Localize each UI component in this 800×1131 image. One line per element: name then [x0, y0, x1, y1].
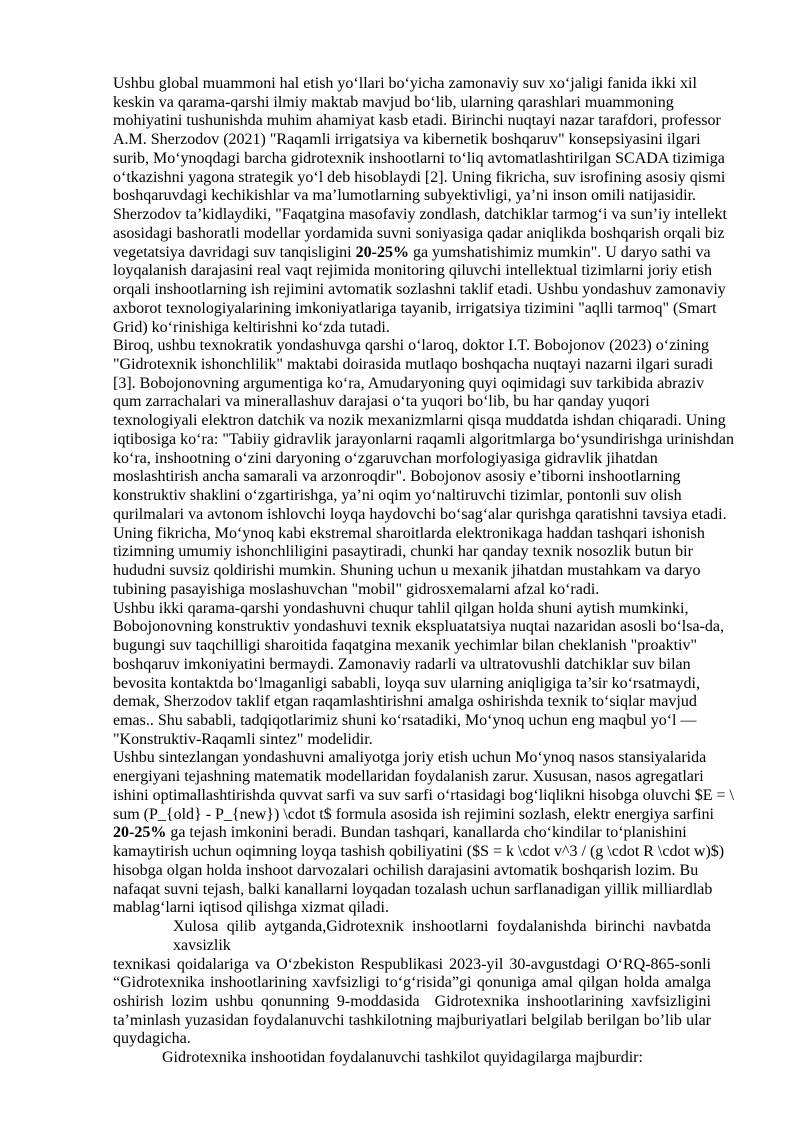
text-run: Ushbu ikki qarama-qarshi yondashuvni chuqur tahlil qilgan holda shuni aytish mumkinki,	[113, 599, 689, 617]
text-run: qurilmalari va avtonom ishlovchi loyqa haydovchi bo‘sag‘alar qurishga qaratishni tavsiya etadi.	[113, 505, 727, 523]
text-run: tizimning umumiy ishonchliligini pasaytiradi, chunki har qanday texnik nosozlik butun bir	[113, 543, 693, 561]
text-line	[113, 94, 711, 113]
text-line	[113, 1049, 711, 1068]
text-line	[113, 75, 711, 94]
text-line	[113, 805, 714, 825]
text-run: "Konstruktiv-Raqamli sintez" modelidir.	[113, 730, 373, 748]
text-line	[113, 1030, 711, 1049]
text-run: keskin va qarama-qarshi ilmiy maktab mavjud bo‘lib, ularning qarashlari muammoning	[113, 93, 674, 111]
text-line	[113, 487, 711, 506]
text-run: ko‘ra, inshootning o‘zini daryoning o‘zgaruvchan morfologiyasiga gidravlik jihatdan	[113, 449, 658, 467]
text-line	[113, 731, 711, 750]
text-line	[113, 337, 711, 356]
text-run: tubining pasayishiga moslashuvchan "mobil" gidrosxemalarni afzal ko‘radi.	[113, 580, 600, 598]
text-run: iqtibosiga ko‘ra: "Tabiiy gidravlik jarayonlarni raqamli algoritmlarga bo‘ysundirishga urinishdan	[113, 430, 734, 448]
text-run: o‘tkazishni yagona strategik yo‘l deb hisoblaydi [2]. Uning fikricha, suv isrofining asosiy qismi	[113, 168, 726, 186]
text-run: energiyani tejashning matematik modellaridan foydalanish zarur. Xususan, nasos agregatlari	[113, 768, 704, 786]
text-line	[113, 843, 725, 862]
paragraph-3	[113, 337, 734, 599]
text-run: emas.. Shu sababli, tadqiqotlarimiz shuni ko‘rsatadiki, Mo‘ynoq uchun eng maqbul yo‘l —	[113, 711, 697, 729]
text-run: quydagicha.	[113, 1030, 191, 1048]
text-run: mablag‘larni iqtisod qilishga xizmat qiladi.	[113, 899, 389, 917]
text-run: qum zarrachalari va minerallashuv darajasi o‘ta yuqori bo‘lib, bu har qanday yuqori	[113, 393, 650, 411]
text-line	[113, 281, 726, 300]
paragraph-6	[113, 918, 711, 1049]
text-line	[113, 430, 734, 450]
text-run: sum (P_{old} - P_{new}) \cdot t$ formula asosida ish rejimini sozlash, elektr energiya sarfini	[113, 805, 714, 823]
text-run: moslashtirish ancha samarali va arzonroqdir". Bobojonov asosiy e’tiborni inshootlarning	[113, 468, 681, 486]
text-run: asosidagi bashoratli modellar yordamida suvni soniyasiga qadar aniqlikda boshqarish orqali biz	[113, 224, 725, 242]
bold-text-run: 20-25%	[113, 824, 167, 842]
text-line	[113, 862, 711, 881]
text-run: [3]. Bobojonovning argumentiga ko‘ra, Amudaryoning quyi oqimidagi suv tarkibida abraziv	[113, 374, 705, 392]
text-run: Biroq, ushbu texnokratik yondashuvga qarshi o‘laroq, doktor I.T. Bobojonov (2023) o‘zining	[113, 337, 710, 355]
bold-text-run: 20-25%	[355, 243, 409, 261]
text-line	[113, 712, 711, 731]
text-line	[113, 918, 711, 955]
text-line	[113, 656, 711, 675]
text-line	[113, 505, 727, 525]
paragraph-4	[113, 599, 725, 750]
text-line	[113, 600, 711, 619]
text-line	[113, 319, 711, 338]
text-line	[113, 881, 711, 900]
text-run: Sherzodov ta’kidlaydiki, "Faqatgina masofaviy zondlash, datchiklar tarmog‘i va sun’iy intellekt	[113, 206, 727, 224]
text-run: texnikasi qoidalariga va O‘zbekiston Respublikasi 2023-yil 30-avgustdagi O‘RQ-865-sonli	[113, 955, 711, 973]
text-run: hisobga olgan holda inshoot darvozalari ochilish darajasini avtomatik boshqarish lozim. Bu	[113, 861, 699, 879]
text-line	[113, 450, 711, 469]
text-run: surib, Mo‘ynoqdagi barcha gidrotexnik inshootlarni to‘liq avtomatlashtirilgan SCADA tizimiga	[113, 149, 725, 167]
text-line	[113, 206, 727, 225]
text-line	[113, 262, 711, 281]
text-run: ta’minlash yuzasidan foydalanuvchi tashkilotning majburiyatlari belgilab berilgan bo’lib ular	[113, 1011, 711, 1029]
document-text-block	[113, 75, 734, 1068]
text-run: “Gidrotexnika inshootlarining xavfsizligi to‘g‘risida”gi qonuniga amal qilgan holda amalga	[113, 974, 711, 992]
text-line	[113, 974, 711, 993]
text-line	[113, 618, 725, 637]
text-line	[113, 356, 714, 375]
text-run: Bobojonovning konstruktiv yondashuvi texnik ekspluatatsiya nuqtai nazaridan asosli bo‘lsa-da,	[113, 618, 725, 636]
text-line	[113, 786, 734, 806]
text-line	[113, 562, 711, 581]
text-line	[113, 1012, 711, 1031]
text-line	[113, 149, 725, 169]
text-run: demak, Sherzodov taklif etgan raqamlashtirishni amalga oshirishda texnik to‘siqlar mavjud	[113, 693, 697, 711]
text-line	[113, 956, 711, 975]
text-line	[113, 224, 725, 244]
text-line	[113, 375, 711, 394]
text-run: loyqalanish darajasini real vaqt rejimida monitoring qiluvchi intellektual tizimlarni joriy etish	[113, 262, 712, 280]
text-line	[113, 637, 711, 656]
text-run: Xulosa qilib aytganda,Gidrotexnik inshootlarni foydalanishda birinchi navbatda xavsizlik	[173, 918, 711, 954]
text-line	[113, 299, 717, 319]
text-run: boshqaruvdagi kechikishlar va ma’lumotlarning subyektivligi, ya’ni inson omili natijasidir.	[113, 187, 697, 205]
text-run: Ushbu sintezlangan yondashuvni amaliyotga joriy etish uchun Mo‘ynoq nasos stansiyalarida	[113, 749, 707, 767]
text-run: "Gidrotexnik ishonchlilik" maktabi doirasida mutlaqo boshqacha nuqtayi nazarni ilgari suradi	[113, 356, 714, 374]
text-line	[113, 581, 711, 600]
text-line	[113, 693, 711, 712]
text-run: Grid) ko‘rinishiga keltirishni ko‘zda tutadi.	[113, 318, 390, 336]
text-run: Gidrotexnika inshootidan foydalanuvchi tashkilot quyidagilarga majburdir:	[162, 1049, 643, 1067]
text-line	[113, 412, 726, 431]
text-line	[113, 112, 721, 131]
text-line	[113, 675, 711, 694]
text-run: orqali inshootlarning ish rejimini avtomatik sozlashni taklif etadi. Ushbu yondashuv zamonaviy	[113, 281, 726, 299]
text-run: ga tejash imkonini beradi. Bundan tashqari, kanallarda cho‘kindilar to‘planishini	[166, 824, 687, 842]
text-line	[113, 525, 711, 544]
text-run: konstruktiv shaklini o‘zgartirishga, ya’ni oqim yo‘naltiruvchi tizimlar, pontonli suv olish	[113, 487, 682, 505]
text-line	[113, 187, 711, 206]
text-line	[113, 168, 726, 188]
text-run: hududni suvsiz qoldirishi mumkin. Shuning uchun u mexanik jihatdan mustahkam va daryo	[113, 562, 701, 580]
paragraph-2	[113, 206, 727, 337]
text-run: bugungi suv taqchilligi sharoitida faqatgina mexanik yechimlar bilan cheklanish "proaktiv"	[113, 637, 698, 655]
text-run: A.M. Sherzodov (2021) "Raqamli irrigatsiya va kibernetik boshqaruv" konsepsiyasini ilgari	[113, 131, 701, 149]
text-line	[113, 393, 711, 412]
text-run: bevosita kontaktda bo‘lmaganligi sababli, loyqa suv ularning aniqligiga ta’sir ko‘rsatmaydi,	[113, 674, 700, 692]
text-run: texnologiyali elektron datchik va nozik mexanizmlarni qisqa muddatda ishdan chiqaradi. Uning	[113, 412, 726, 430]
paragraph-7	[113, 1049, 711, 1068]
text-line	[113, 468, 711, 487]
paragraph-5	[113, 749, 734, 918]
text-run: boshqaruv imkoniyatini bermaydi. Zamonaviy radarli va ultratovushli datchiklar suv bilan	[113, 655, 691, 673]
text-line	[113, 244, 711, 263]
text-run: Uning fikricha, Mo‘ynoq kabi ekstremal sharoitlarda elektronikaga haddan tashqari ishonish	[113, 524, 705, 542]
text-run: vegetatsiya davridagi suv tanqisligini	[113, 243, 356, 261]
text-run: axborot texnologiyalarining imkoniyatlariga tayanib, irrigatsiya tizimini "aqlli tarmoq" (Smart	[113, 299, 717, 317]
text-run: nafaqat suvni tejash, balki kanallarni loyqadan tozalash uchun sarflanadigan yillik milliardlab	[113, 880, 713, 898]
text-line	[113, 824, 711, 843]
text-line	[113, 768, 711, 787]
text-run: oshirish lozim ushbu qonunning 9-moddasida Gidrotexnika inshootlarining xavfsizligini	[113, 992, 711, 1010]
text-line	[113, 543, 711, 562]
text-line	[113, 131, 711, 150]
text-run: Ushbu global muammoni hal etish yo‘llari bo‘yicha zamonaviy suv xo‘jaligi fanida ikki xil	[113, 75, 697, 92]
text-line	[113, 993, 711, 1012]
text-run: kamaytirish uchun oqimning loyqa tashish qobiliyatini ($S = k \cdot v^3 / (g \cdot R \cdot w)$)	[113, 843, 725, 861]
paragraph-1	[113, 75, 726, 206]
text-run: ga yumshatishimiz mumkin". U daryo sathi va	[408, 243, 711, 261]
text-run: ishini optimallashtirishda quvvat sarfi va suv sarfi o‘rtasidagi bog‘liqlikni hisobga oluvchi $E = \	[113, 786, 734, 804]
text-run: mohiyatini tushunishda muhim ahamiyat kasb etadi. Birinchi nuqtayi nazar tarafdori, professor	[113, 112, 721, 130]
text-line	[113, 899, 711, 918]
text-line	[113, 749, 711, 768]
